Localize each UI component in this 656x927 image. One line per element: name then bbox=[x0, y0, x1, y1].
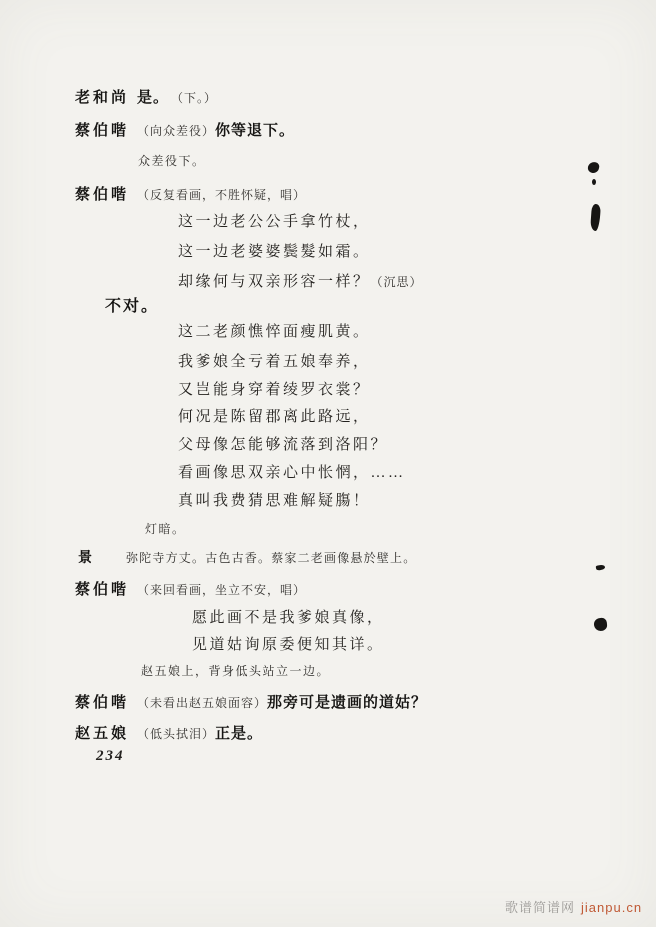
scene-label: 景 bbox=[78, 551, 92, 566]
verse-text: 真叫我费猜思难解疑膓！ bbox=[178, 493, 371, 509]
watermark bbox=[505, 897, 642, 916]
verse-line bbox=[178, 461, 406, 482]
verse-line bbox=[178, 433, 388, 454]
ink-blot bbox=[596, 564, 606, 571]
stage-note: （下。） bbox=[171, 91, 218, 105]
page-number-text: 234 bbox=[96, 748, 125, 764]
speaker-name: 蔡伯喈 bbox=[75, 123, 130, 139]
script-line bbox=[75, 86, 217, 107]
stage-direction bbox=[141, 662, 330, 679]
verse-line bbox=[178, 405, 371, 426]
dialogue-text: 那旁可是遗画的道姑？ bbox=[267, 695, 428, 711]
verse-text: 又岂能身穿着绫罗衣裳？ bbox=[178, 382, 371, 398]
verse-line bbox=[178, 240, 371, 261]
dialogue-text: 正是。 bbox=[215, 726, 264, 742]
speaker-name: 蔡伯喈 bbox=[75, 582, 130, 598]
script-line bbox=[75, 578, 306, 599]
stage-note: （来回看画，坐立不安，唱） bbox=[137, 583, 307, 597]
verse-line bbox=[178, 320, 371, 341]
stage-note: （反复看画，不胜怀疑，唱） bbox=[137, 188, 307, 202]
watermark-site-name: 歌谱简谱网 bbox=[505, 900, 576, 915]
ink-blot bbox=[587, 161, 600, 174]
script-line bbox=[75, 722, 263, 743]
stage-note: （沉思） bbox=[370, 275, 423, 289]
dialogue-text: 你等退下。 bbox=[215, 123, 296, 139]
script-line bbox=[75, 183, 306, 204]
verse-text: 何况是陈留郡离此路远， bbox=[178, 409, 371, 425]
stage-direction bbox=[138, 152, 206, 169]
stage-direction-text: 灯暗。 bbox=[145, 522, 186, 536]
ink-blot bbox=[590, 204, 601, 232]
scene-heading bbox=[78, 547, 416, 567]
ink-blot bbox=[592, 179, 596, 185]
verse-line bbox=[178, 378, 371, 399]
script-line bbox=[75, 119, 295, 140]
verse-text: 父母像怎能够流落到洛阳？ bbox=[178, 437, 389, 453]
stage-note: （向众差役） bbox=[137, 124, 216, 138]
verse-text: 这一边老公公手拿竹杖， bbox=[178, 214, 371, 230]
script-line bbox=[75, 691, 427, 712]
speaker-name: 老和尚 bbox=[75, 90, 130, 106]
verse-text: 却缘何与双亲形容一样？ bbox=[178, 274, 371, 290]
interjection-text: 不对。 bbox=[105, 298, 160, 315]
verse-text: 我爹娘全亏着五娘奉养， bbox=[178, 354, 371, 370]
stage-note: （低头拭泪） bbox=[137, 727, 216, 741]
stage-direction bbox=[145, 520, 186, 537]
verse-text: 愿此画不是我爹娘真像， bbox=[192, 610, 385, 626]
dialogue-text: 是。 bbox=[137, 90, 170, 106]
verse-line bbox=[178, 210, 371, 231]
speaker-name: 蔡伯喈 bbox=[75, 187, 130, 203]
watermark-site-url: jianpu.cn bbox=[581, 900, 643, 915]
verse-text: 见道姑询原委便知其详。 bbox=[192, 637, 385, 653]
scene-description: 弥陀寺方丈。古色古香。蔡家二老画像悬於壁上。 bbox=[126, 551, 417, 565]
verse-text: 这一边老婆婆鬓髮如霜。 bbox=[178, 244, 371, 260]
speaker-name: 蔡伯喈 bbox=[75, 695, 130, 711]
verse-line bbox=[178, 350, 371, 371]
verse-text: 这二老颜憔悴面瘦肌黄。 bbox=[178, 324, 371, 340]
verse-line bbox=[192, 606, 385, 627]
verse-text: 看画像思双亲心中怅惘，…… bbox=[178, 465, 406, 481]
page-number bbox=[96, 748, 125, 765]
verse-line bbox=[178, 270, 423, 291]
verse-line bbox=[192, 633, 385, 654]
stage-direction-text: 赵五娘上，背身低头站立一边。 bbox=[141, 664, 331, 678]
stage-direction-text: 众差役下。 bbox=[138, 154, 206, 168]
interjection-line bbox=[105, 293, 159, 316]
speaker-name: 赵五娘 bbox=[75, 726, 130, 742]
ink-blot bbox=[593, 617, 607, 631]
stage-note: （未看出赵五娘面容） bbox=[137, 696, 268, 710]
verse-line bbox=[178, 489, 371, 510]
